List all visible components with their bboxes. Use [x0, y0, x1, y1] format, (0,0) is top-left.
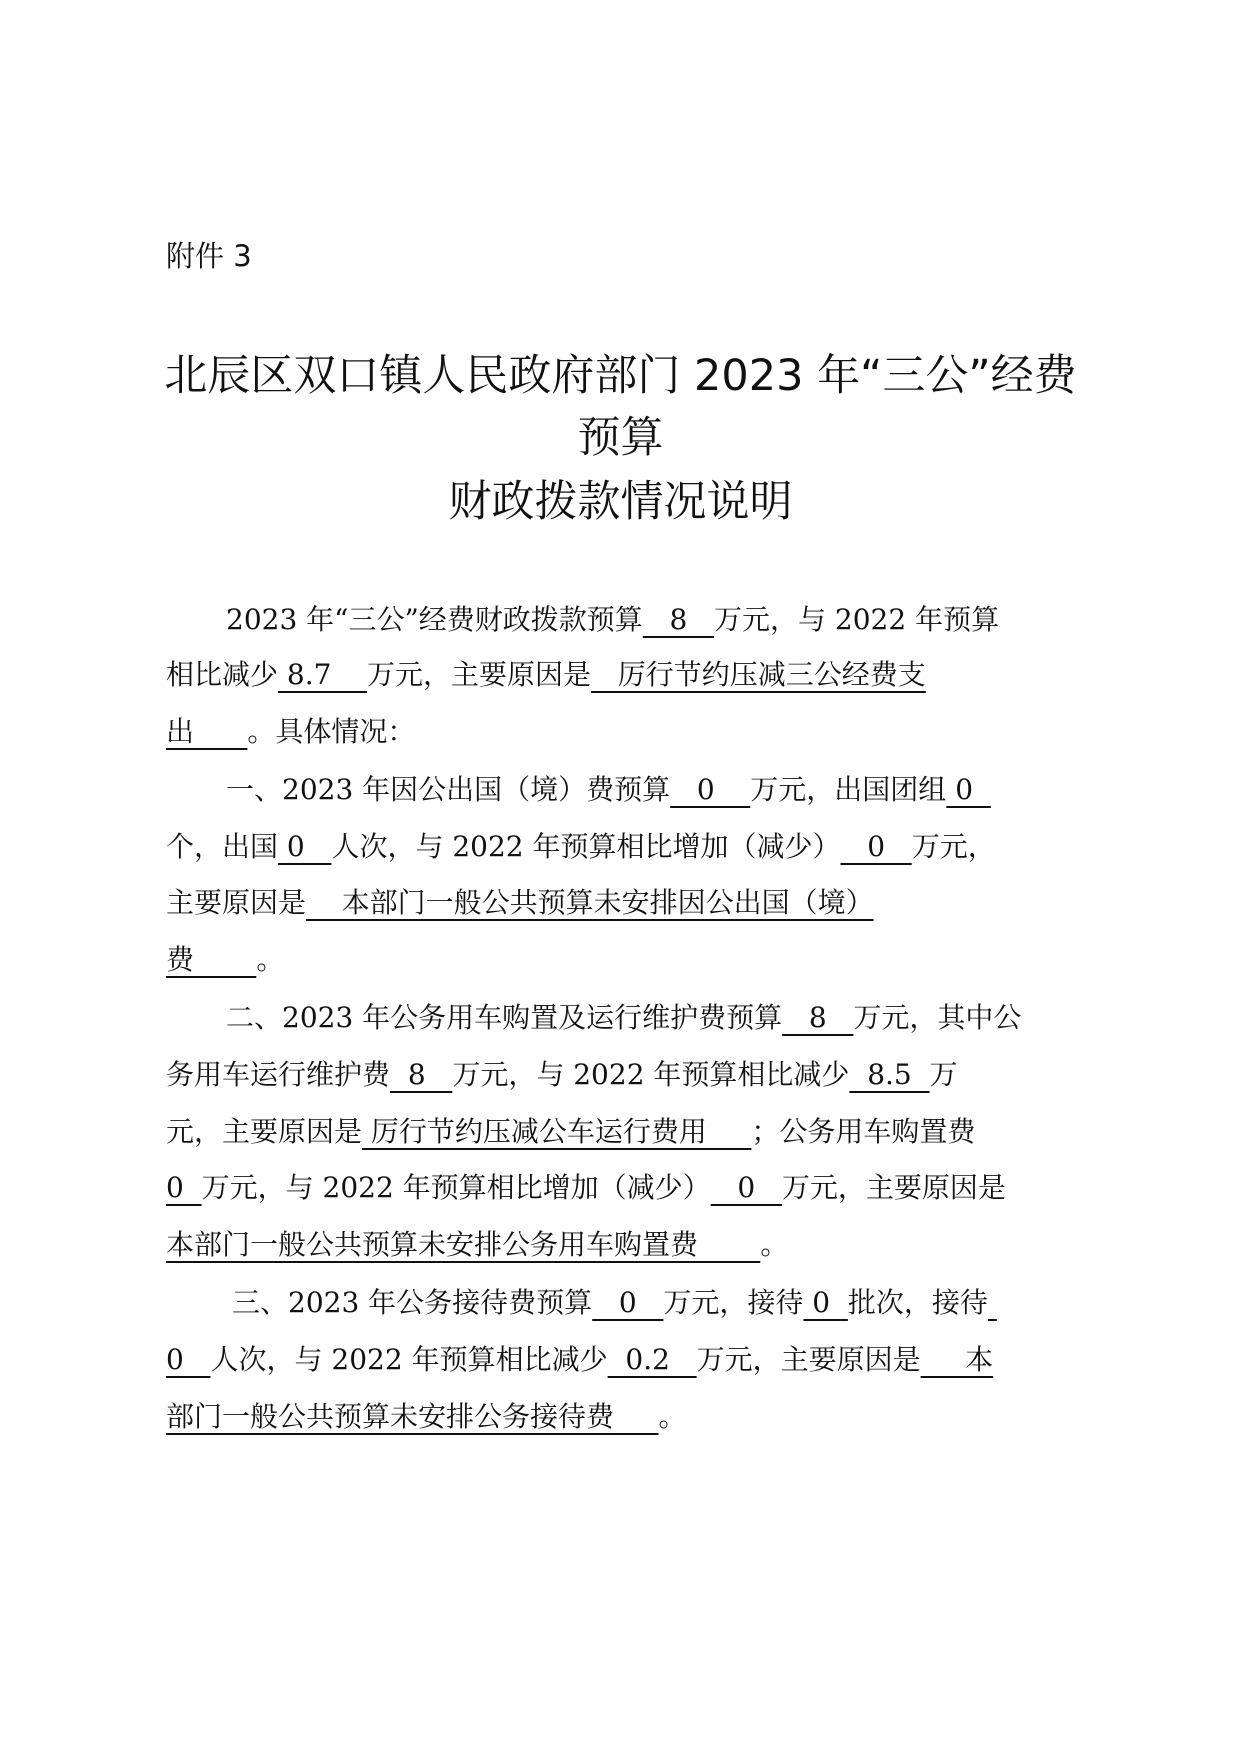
section-2-line-5	[166, 1225, 788, 1265]
section-2-line-4	[166, 1168, 1006, 1208]
title-line-3: 财政拨款情况说明	[448, 477, 793, 527]
text: 个，出国	[166, 830, 279, 863]
abroad-budget-value: 0	[670, 773, 751, 806]
text: 一、2023 年因公出国（境）费预算	[226, 773, 671, 806]
section-1-line-3	[166, 883, 874, 923]
section-1-line-2	[166, 827, 996, 867]
section-2-line-1	[226, 998, 1021, 1038]
text: 万元，主要原因是	[696, 1343, 921, 1376]
text: 人次，与 2022 年预算相比减少	[210, 1343, 608, 1376]
section-3-line-1	[232, 1283, 997, 1323]
title-line-2: 预算	[577, 413, 664, 463]
abroad-change-value: 0	[840, 830, 912, 863]
vehicle-decrease-value: 8.5	[849, 1058, 930, 1091]
text: 。	[256, 943, 285, 976]
text: 。	[760, 1228, 789, 1261]
reason-text: 费	[166, 943, 257, 976]
reason-text: 本部门一般公共预算未安排因公出国（境）	[306, 886, 874, 919]
reason-text: 厉行节约压减公车运行费用	[362, 1115, 752, 1148]
section-1-line-1	[226, 770, 991, 810]
text: 。	[658, 1400, 687, 1433]
text: 万元，接待	[663, 1286, 804, 1319]
text: 三、2023 年公务接待费预算	[232, 1286, 593, 1319]
text: 2023 年“三公”经费财政拨款预算	[226, 603, 643, 636]
reason-text: 本	[920, 1343, 994, 1376]
text: 。具体情况：	[247, 715, 416, 748]
text: ；公务用车购置费	[751, 1115, 976, 1148]
reception-budget-value: 0	[592, 1286, 664, 1319]
text: 相比减少	[166, 658, 279, 691]
summary-line-2	[166, 655, 926, 695]
text: 二、2023 年公务用车购置及运行维护费预算	[226, 1001, 783, 1034]
vehicle-purchase-change-value: 0	[710, 1171, 782, 1204]
reason-text: 本部门一般公共预算未安排公务用车购置费	[166, 1228, 761, 1261]
section-3-line-2	[166, 1340, 993, 1380]
abroad-groups-value: 0	[946, 773, 991, 806]
reception-batches-value: 0	[803, 1286, 848, 1319]
text: 万元，与 2022 年预算相比减少	[452, 1058, 850, 1091]
section-1-line-4	[166, 940, 284, 980]
total-budget-value: 8	[642, 603, 715, 636]
section-2-line-3	[166, 1112, 975, 1152]
vehicle-maintenance-value: 8	[390, 1058, 453, 1091]
text: 万元，主要原因是	[781, 1171, 1006, 1204]
text: 万元，其中公	[853, 1001, 1022, 1034]
section-3-line-3	[166, 1397, 687, 1437]
summary-line-3	[166, 712, 415, 752]
reason-text: 厉行节约压减三公经费支	[591, 658, 926, 691]
text: 万	[929, 1058, 958, 1091]
text: 人次，与 2022 年预算相比增加（减少）	[331, 830, 841, 863]
reason-text: 部门一般公共预算未安排公务接待费	[166, 1400, 659, 1433]
reason-text: 出	[166, 715, 248, 748]
text: 万元，与 2022 年预算	[714, 603, 1000, 636]
text: 万元，出国团组	[750, 773, 947, 806]
abroad-people-value: 0	[278, 830, 332, 863]
section-2-line-2	[166, 1055, 958, 1095]
attachment-label: 附件 3	[166, 239, 252, 273]
title-line-1: 北辰区双口镇人民政府部门 2023 年“三公”经费	[164, 351, 1077, 401]
vehicle-budget-value: 8	[782, 1001, 854, 1034]
text: 元，主要原因是	[166, 1115, 363, 1148]
reception-people-blank	[988, 1286, 997, 1319]
text: 主要原因是	[166, 886, 307, 919]
text: 万元，主要原因是	[367, 658, 592, 691]
reception-people-value: 0	[166, 1343, 211, 1376]
summary-line-1	[226, 600, 999, 640]
reception-decrease-value: 0.2	[607, 1343, 697, 1376]
text: 万元，	[911, 830, 996, 863]
text: 务用车运行维护费	[166, 1058, 391, 1091]
text: 万元，与 2022 年预算相比增加（减少）	[201, 1171, 711, 1204]
text: 批次，接待	[847, 1286, 988, 1319]
decrease-value: 8.7	[278, 658, 368, 691]
vehicle-purchase-value: 0	[166, 1171, 202, 1204]
